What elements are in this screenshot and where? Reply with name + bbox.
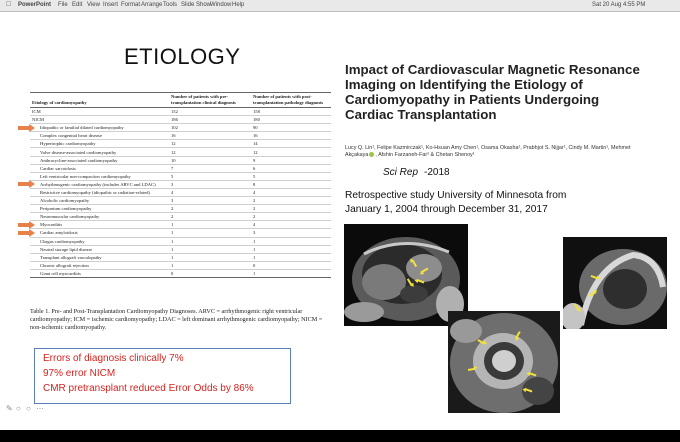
etiology-table <box>30 92 331 278</box>
error-line: 97% error NICM <box>43 368 116 379</box>
table-row <box>30 221 331 229</box>
table-row <box>30 116 331 124</box>
table-row <box>30 213 331 221</box>
table-cell-value: 12 <box>169 140 251 148</box>
table-cell-value: 12 <box>251 148 331 156</box>
pen-icon[interactable]: ✎ <box>6 404 13 413</box>
table-cell-value: 3 <box>169 197 251 205</box>
menu-view[interactable]: View <box>87 2 100 8</box>
menu-file[interactable]: File <box>58 2 68 8</box>
mri-image-shortaxis <box>448 311 560 413</box>
table-cell-label: Neuromuscular cardiomyopathy <box>30 213 169 221</box>
table-header-row <box>30 93 331 108</box>
app-menu[interactable]: PowerPoint <box>18 2 52 8</box>
table-cell-label: Left ventricular non-compaction cardiomyopathy <box>30 172 169 180</box>
menu-edit[interactable]: Edit <box>72 2 83 8</box>
table-cell-label: Anthracycline-associated cardiomyopathy <box>30 156 169 164</box>
authors-text: Lucy Q. Lin¹, Felipe Kazmirczak¹, Ko-Hsuan Amy Chen¹, Osama Okasha¹, Prabhjot S. Nijjar¹, Cindy M. Martin¹, Mehmet Akçakaya <box>345 145 631 158</box>
table-cell-value: 0 <box>169 269 251 277</box>
table-cell-label: Chagas cardiomyopathy <box>30 237 169 245</box>
table-cell-value: 1 <box>169 245 251 253</box>
zoom-icon[interactable]: ○ <box>26 404 31 413</box>
table-cell-value: 8 <box>251 180 331 188</box>
table-row <box>30 253 331 261</box>
table-cell-label: ICM <box>30 108 169 116</box>
table-cell-label: Alcoholic cardiomyopathy <box>30 197 169 205</box>
table-cell-label: Idiopathic or familial dilated cardiomyopathy <box>30 124 169 132</box>
table-cell-value: 90 <box>251 124 331 132</box>
table-body <box>30 108 331 278</box>
paper-title: Impact of Cardiovascular Magnetic Resonance Imaging on Identifying the Etiology of Cardiomyopathy in Patients Undergoing Cardiac Transplantation <box>345 62 640 122</box>
orange-arrow-icon <box>18 231 29 235</box>
table-caption: Table 1. Pre- and Post-Transplantation Cardiomyopathy Diagnoses. ARVC = arrhythmogenic right ventricular cardiomyopathy; ICM = ischemic cardiomyopathy; LDAC = left dominant arrhythmogenic cardiomyopathy; NICM = non-ischemic cardiomyopathy. <box>30 308 323 331</box>
table-cell-value: 180 <box>251 116 331 124</box>
table-cell-value: 2 <box>251 205 331 213</box>
table-cell-value: 4 <box>251 221 331 229</box>
error-line: CMR pretransplant reduced Error Odds by 86% <box>43 383 254 394</box>
table-cell-value: 1 <box>251 253 331 261</box>
menu-format[interactable]: Format <box>121 2 141 8</box>
table-row <box>30 124 331 132</box>
orange-arrow-head-icon <box>29 229 35 237</box>
apple-icon[interactable] <box>6 1 11 8</box>
table-cell-value: 1 <box>251 245 331 253</box>
orange-arrow-icon <box>18 126 29 130</box>
status-clock: Sat 20 Aug 4:55 PM <box>592 2 646 8</box>
table-cell-value: 16 <box>169 132 251 140</box>
table-cell-value: 1 <box>169 253 251 261</box>
slide <box>0 12 680 430</box>
table-cell-value: 1 <box>251 269 331 277</box>
table-cell-value: 10 <box>169 156 251 164</box>
table-cell-label: Neutral storage lipid disease <box>30 245 169 253</box>
table-cell-value: 0 <box>251 261 331 269</box>
errors-box <box>34 348 291 404</box>
table-row <box>30 132 331 140</box>
slideshow-controls <box>0 404 680 412</box>
table-cell-value: 2 <box>251 197 331 205</box>
table-cell-value: 9 <box>251 156 331 164</box>
more-icon[interactable]: ⋯ <box>36 404 44 413</box>
table-cell-value: 102 <box>169 124 251 132</box>
table-header: Etiology of cardiomyopathy <box>30 93 169 108</box>
table-row <box>30 205 331 213</box>
table-row <box>30 188 331 196</box>
mri-image-longaxis <box>563 237 667 329</box>
table-cell-value: 1 <box>169 229 251 237</box>
orcid-icon <box>369 152 374 157</box>
paper-authors <box>345 145 645 159</box>
table-cell-label: NICM <box>30 116 169 124</box>
table-row <box>30 172 331 180</box>
table-cell-label: Arrhythmogenic cardiomyopathy (includes ARVC and LDAC) <box>30 180 169 188</box>
table-cell-value: 1 <box>169 221 251 229</box>
table-row <box>30 245 331 253</box>
table-row <box>30 229 331 237</box>
table-cell-label: Complex congenital heart disease <box>30 132 169 140</box>
mri-shortaxis-graphic <box>448 311 560 413</box>
journal-name: Sci Rep <box>383 167 419 178</box>
table-row <box>30 261 331 269</box>
table-header: Number of patients with post-transplantation pathology diagnosis <box>251 93 331 108</box>
table-cell-value: 3 <box>251 229 331 237</box>
table-row <box>30 180 331 188</box>
table-cell-label: Restrictive cardiomyopathy (idiopathic or radiation-related) <box>30 188 169 196</box>
menu-insert[interactable]: Insert <box>103 2 119 8</box>
study-line: Retrospective study University of Minnesota from <box>345 190 567 201</box>
table-header: Number of patients with pre-transplantation clinical diagnosis <box>169 93 251 108</box>
menu-help[interactable]: Help <box>232 2 245 8</box>
table-row <box>30 237 331 245</box>
table-row <box>30 197 331 205</box>
table-cell-value: 4 <box>169 188 251 196</box>
table-cell-value: 1 <box>169 261 251 269</box>
table-cell-value: 3 <box>169 180 251 188</box>
orange-arrow-icon <box>18 182 29 186</box>
table-cell-value: 12 <box>169 148 251 156</box>
menu-slideshow[interactable]: Slide Show <box>181 2 212 8</box>
menu-tools[interactable]: Tools <box>163 2 178 8</box>
table-row <box>30 148 331 156</box>
table-cell-label: Giant cell myocarditis <box>30 269 169 277</box>
journal-year: -2018 <box>424 167 450 178</box>
menu-window[interactable]: Window <box>210 2 232 8</box>
authors-text-2: , Afshin Farzaneh-Far² & Chetan Shenoy¹ <box>375 152 475 158</box>
table-row <box>30 164 331 172</box>
table-cell-label: Myocarditis <box>30 221 169 229</box>
table-cell-value: 2 <box>169 205 251 213</box>
orange-arrow-head-icon <box>29 180 35 188</box>
table-cell-label: Valve disease-associated cardiomyopathy <box>30 148 169 156</box>
table-row <box>30 140 331 148</box>
table-cell-value: 152 <box>169 108 251 116</box>
table-cell-value: 16 <box>251 132 331 140</box>
table-cell-value: 1 <box>169 237 251 245</box>
study-line: January 1, 2004 through December 31, 2017 <box>345 204 548 215</box>
table-cell-value: 5 <box>251 172 331 180</box>
table-cell-label: Peripartum cardiomyopathy <box>30 205 169 213</box>
table-cell-value: 158 <box>251 108 331 116</box>
table-cell-value: 2 <box>169 213 251 221</box>
table-cell-value: 7 <box>169 164 251 172</box>
menu-bar <box>0 0 680 12</box>
error-line: Errors of diagnosis clinically 7% <box>43 353 184 364</box>
table-cell-label: Cardiac amyloidosis <box>30 229 169 237</box>
table-cell-value: 186 <box>169 116 251 124</box>
table-row <box>30 156 331 164</box>
slide-heading: ETIOLOGY <box>124 44 241 69</box>
circle-button-icon[interactable]: ○ <box>16 404 21 413</box>
table-cell-value: 14 <box>251 140 331 148</box>
table-cell-value: 1 <box>251 237 331 245</box>
table-cell-label: Cardiac sarcoidosis <box>30 164 169 172</box>
mri-longaxis-graphic <box>563 237 667 329</box>
table-cell-value: 5 <box>169 172 251 180</box>
table-row <box>30 108 331 116</box>
orange-arrow-head-icon <box>29 221 35 229</box>
table-cell-value: 6 <box>251 164 331 172</box>
menu-arrange[interactable]: Arrange <box>141 2 163 8</box>
table-cell-label: Transplant allograft vasculopathy <box>30 253 169 261</box>
table-row <box>30 269 331 277</box>
table-cell-value: 2 <box>251 213 331 221</box>
orange-arrow-icon <box>18 223 29 227</box>
orange-arrow-head-icon <box>29 124 35 132</box>
table-cell-label: Hypertrophic cardiomyopathy <box>30 140 169 148</box>
study-description <box>345 189 665 217</box>
table-cell-label: Chronic allograft rejection <box>30 261 169 269</box>
table-cell-value: 4 <box>251 188 331 196</box>
